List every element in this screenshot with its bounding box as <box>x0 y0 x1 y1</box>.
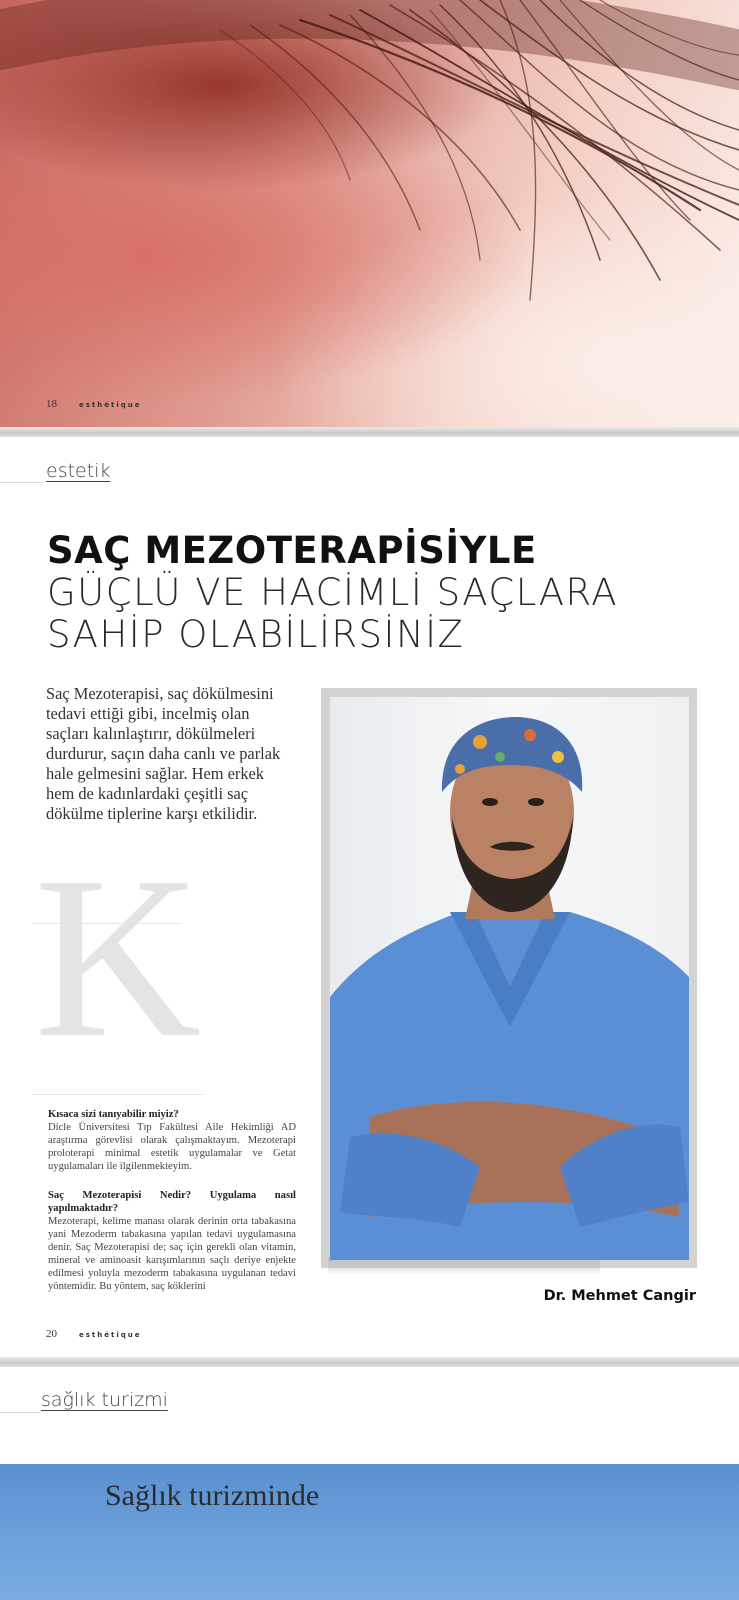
answer-mesotherapy: Mezoterapi, kelime manası olarak derinin orta tabakasına yani Mezoderm tabakasına yapılan tedavi uygulamasına denir. Saç Mezoterapisi de; saç için gerekli olan vitamin, mineral ve aminoasit karışımlarının saçlı deriye enjekte edilmesi yoluyla mezoderm tabakasına uygulanan tedavi yöntemidir. Bu yöntem, saç köklerini <box>48 1216 296 1292</box>
interview-intro <box>48 1108 296 1173</box>
page-18-eye-photo <box>0 0 739 427</box>
headline-line-3: SAHİP OLABİLİRSİNİZ <box>47 613 465 656</box>
page-divider <box>0 427 739 437</box>
page-folio <box>46 398 141 410</box>
doctor-portrait-illustration <box>330 697 689 1260</box>
photo-caption: Dr. Mehmet Cangir <box>543 1288 696 1304</box>
eyelash-illustration <box>0 0 739 427</box>
headline-line-2: GÜÇLÜ VE HACİMLİ SAÇLARA <box>47 571 619 614</box>
section-label: sağlık turizmi <box>41 1389 168 1411</box>
page-20-article <box>0 437 739 1357</box>
dropcap-rule <box>32 1094 204 1095</box>
article-title: Sağlık turizminde <box>105 1479 320 1512</box>
page-number: 20 <box>46 1328 57 1340</box>
section-label-rule <box>0 482 44 483</box>
interview-mesotherapy <box>48 1189 296 1293</box>
magazine-name: esthétique <box>79 1331 142 1339</box>
doctor-portrait-photo <box>330 697 689 1260</box>
headline-line-1: SAÇ MEZOTERAPİSİYLE <box>47 529 537 572</box>
page-health-tourism <box>0 1367 739 1600</box>
question-mesotherapy: Saç Mezoterapisi Nedir? Uygulama nasıl yapılmaktadır? <box>48 1190 296 1214</box>
article-headline <box>47 530 707 656</box>
section-label-rule <box>0 1412 40 1413</box>
answer-intro: Dicle Üniversitesi Tıp Fakültesi Aile Hekimliği AD araştırma görevlisi olarak çalışmaktayım. Mezoterapi proloterapi minimal estetik uygulamalar ve Getat uygulamaları ile ilgilenmekteyim. <box>48 1122 296 1172</box>
page-number: 18 <box>46 398 57 410</box>
page-folio <box>46 1328 141 1340</box>
page-divider <box>0 1357 739 1367</box>
drop-cap-letter: K <box>34 829 202 1086</box>
lead-paragraph: Saç Mezoterapisi, saç dökülmesini tedavi ettiği gibi, incelmiş olan saçları kalınlaştırır, dökülmeleri durdurur, saçın daha canlı ve parlak hale gelmesini sağlar. Hem erkek hem de kadınlardaki çeşitli saç dökülme tiplerine karşı etkilidir. <box>46 684 281 823</box>
section-label: estetik <box>46 460 111 482</box>
question-intro: Kısaca sizi tanıyabilir miyiz? <box>48 1109 179 1120</box>
magazine-name: esthétique <box>79 401 142 409</box>
